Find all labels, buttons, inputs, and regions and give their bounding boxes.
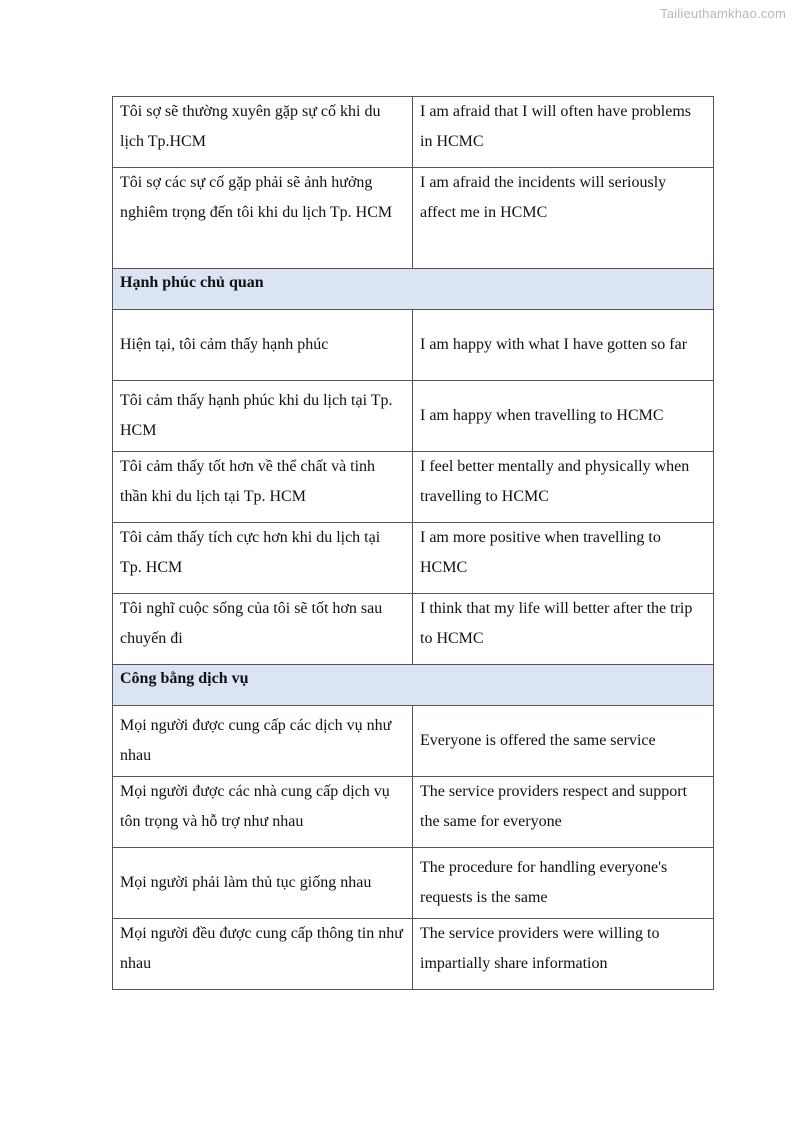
table-row [113,777,714,848]
english-cell: The service providers respect and support the same for everyone [413,777,714,848]
english-cell: I am happy with what I have gotten so far [413,310,714,381]
survey-items-table [112,96,714,990]
vietnamese-cell: Tôi cảm thấy hạnh phúc khi du lịch tại Tp. HCM [113,381,413,452]
vietnamese-cell: Mọi người được các nhà cung cấp dịch vụ tôn trọng và hỗ trợ như nhau [113,777,413,848]
vietnamese-cell: Tôi cảm thấy tốt hơn về thể chất và tinh thần khi du lịch tại Tp. HCM [113,452,413,523]
table-row [113,919,714,990]
section-header-row [113,269,714,310]
vietnamese-cell: Tôi sợ các sự cố gặp phải sẽ ảnh hưởng nghiêm trọng đến tôi khi du lịch Tp. HCM [113,168,413,269]
table-row [113,523,714,594]
vietnamese-cell: Tôi nghĩ cuộc sống của tôi sẽ tốt hơn sau chuyến đi [113,594,413,665]
english-cell: I am afraid that I will often have problems in HCMC [413,97,714,168]
vietnamese-cell: Mọi người được cung cấp các dịch vụ như nhau [113,706,413,777]
vietnamese-cell: Mọi người đều được cung cấp thông tin như nhau [113,919,413,990]
english-cell: I am happy when travelling to HCMC [413,381,714,452]
watermark: Tailieuthamkhao.com [660,6,786,21]
table-row [113,97,714,168]
section-title: Hạnh phúc chủ quan [113,269,714,310]
table-row [113,381,714,452]
table-row [113,452,714,523]
english-cell: I am afraid the incidents will seriously affect me in HCMC [413,168,714,269]
english-cell: I feel better mentally and physically when travelling to HCMC [413,452,714,523]
section-header-row [113,665,714,706]
table-row [113,594,714,665]
english-cell: I think that my life will better after the trip to HCMC [413,594,714,665]
table-row [113,848,714,919]
english-cell: Everyone is offered the same service [413,706,714,777]
vietnamese-cell: Tôi sợ sẽ thường xuyên gặp sự cố khi du lịch Tp.HCM [113,97,413,168]
english-cell: The service providers were willing to impartially share information [413,919,714,990]
english-cell: The procedure for handling everyone's requests is the same [413,848,714,919]
english-cell: I am more positive when travelling to HCMC [413,523,714,594]
table-row [113,168,714,269]
section-title: Công bằng dịch vụ [113,665,714,706]
vietnamese-cell: Mọi người phải làm thủ tục giống nhau [113,848,413,919]
vietnamese-cell: Hiện tại, tôi cảm thấy hạnh phúc [113,310,413,381]
table-row [113,310,714,381]
table-row [113,706,714,777]
vietnamese-cell: Tôi cảm thấy tích cực hơn khi du lịch tại Tp. HCM [113,523,413,594]
